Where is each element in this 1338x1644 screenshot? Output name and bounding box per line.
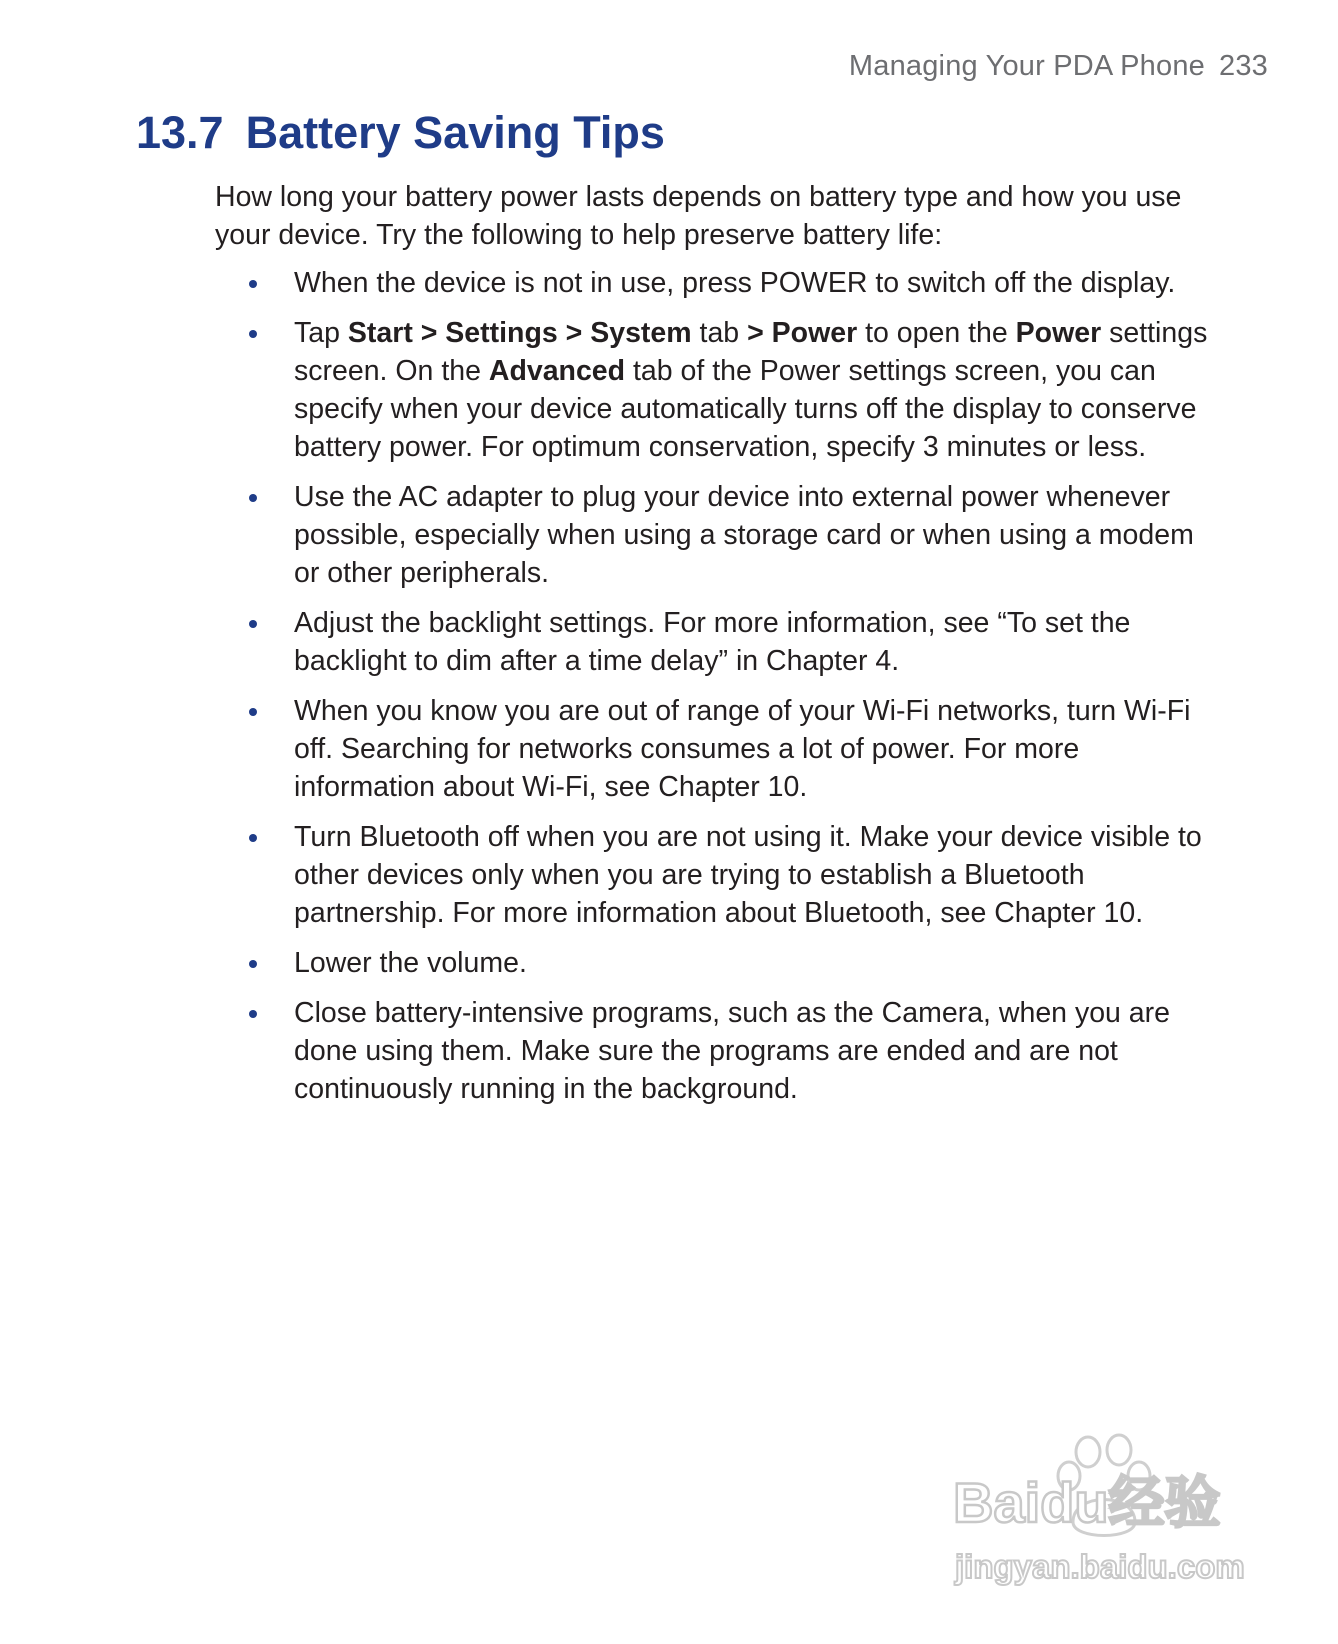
section-title bbox=[136, 107, 665, 159]
list-item bbox=[215, 478, 1225, 592]
list-item bbox=[215, 944, 1225, 982]
menu-path-system: System bbox=[590, 317, 692, 349]
section-title-text: Battery Saving Tips bbox=[245, 107, 665, 158]
tip-text: settings screen. On the bbox=[294, 317, 1208, 387]
tip-text: tab of the Power settings screen, you can specify when your device automatically turns off the display to conserve battery power. For optimum conservation, specify 3 minutes or less. bbox=[294, 355, 1197, 463]
tip-text: Turn Bluetooth off when you are not using it. Make your device visible to other devices only when you are trying to establish a Bluetooth partnership. For more information about Bluetooth, see Chapter 10. bbox=[294, 821, 1202, 929]
tips-list bbox=[215, 264, 1225, 1108]
intro-paragraph: How long your battery power lasts depends on battery type and how you use your device. Try the following to help preserve battery life: bbox=[215, 181, 1182, 251]
list-item bbox=[215, 692, 1225, 806]
list-item bbox=[215, 264, 1225, 302]
menu-path-power: > Power bbox=[747, 317, 858, 349]
section-number: 13.7 bbox=[136, 107, 224, 158]
tip-text: Lower the volume. bbox=[294, 947, 527, 979]
bullet-icon bbox=[249, 330, 257, 338]
bullet-icon bbox=[249, 960, 257, 968]
menu-path-start: Start bbox=[347, 317, 413, 349]
list-item bbox=[215, 314, 1225, 466]
menu-path-separator: > bbox=[557, 317, 591, 349]
list-item bbox=[215, 604, 1225, 680]
bullet-icon bbox=[249, 494, 257, 502]
tip-text: to open the bbox=[857, 317, 1016, 349]
baidu-watermark-logo bbox=[945, 1430, 1265, 1590]
tip-text: Adjust the backlight settings. For more information, see “To set the backlight to dim after a time delay” in Chapter 4. bbox=[294, 607, 1131, 677]
bullet-icon bbox=[249, 620, 257, 628]
running-title: Managing Your PDA Phone bbox=[848, 50, 1205, 82]
tip-text: tab bbox=[691, 317, 748, 349]
watermark-brand: Baidu经验 bbox=[953, 1471, 1221, 1534]
tip-text: Close battery-intensive programs, such as the Camera, when you are done using them. Make sure the programs are ended and are not continuously running in the background. bbox=[294, 997, 1170, 1105]
tip-text: Tap bbox=[294, 317, 348, 349]
bullet-icon bbox=[249, 834, 257, 842]
advanced-tab-name: Advanced bbox=[488, 355, 626, 387]
menu-path-settings: Settings bbox=[445, 317, 558, 349]
bullet-icon bbox=[249, 280, 257, 288]
page-number: 233 bbox=[1219, 50, 1268, 82]
tip-text: When the device is not in use, press POWER to switch off the display. bbox=[294, 267, 1176, 299]
menu-path-separator: > bbox=[412, 317, 446, 349]
bullet-icon bbox=[249, 1010, 257, 1018]
running-header bbox=[849, 50, 1268, 83]
watermark-url: jingyan.baidu.com bbox=[955, 1548, 1245, 1585]
body-content bbox=[215, 178, 1225, 1120]
tip-text: When you know you are out of range of your Wi-Fi networks, turn Wi-Fi off. Searching for networks consumes a lot of power. For more information about Wi-Fi, see Chapter 10. bbox=[294, 695, 1191, 803]
list-item bbox=[215, 818, 1225, 932]
bullet-icon bbox=[249, 708, 257, 716]
list-item bbox=[215, 994, 1225, 1108]
tip-text: Use the AC adapter to plug your device into external power whenever possible, especially when using a storage card or when using a modem or other peripherals. bbox=[294, 481, 1194, 589]
power-screen-name: Power bbox=[1015, 317, 1102, 349]
